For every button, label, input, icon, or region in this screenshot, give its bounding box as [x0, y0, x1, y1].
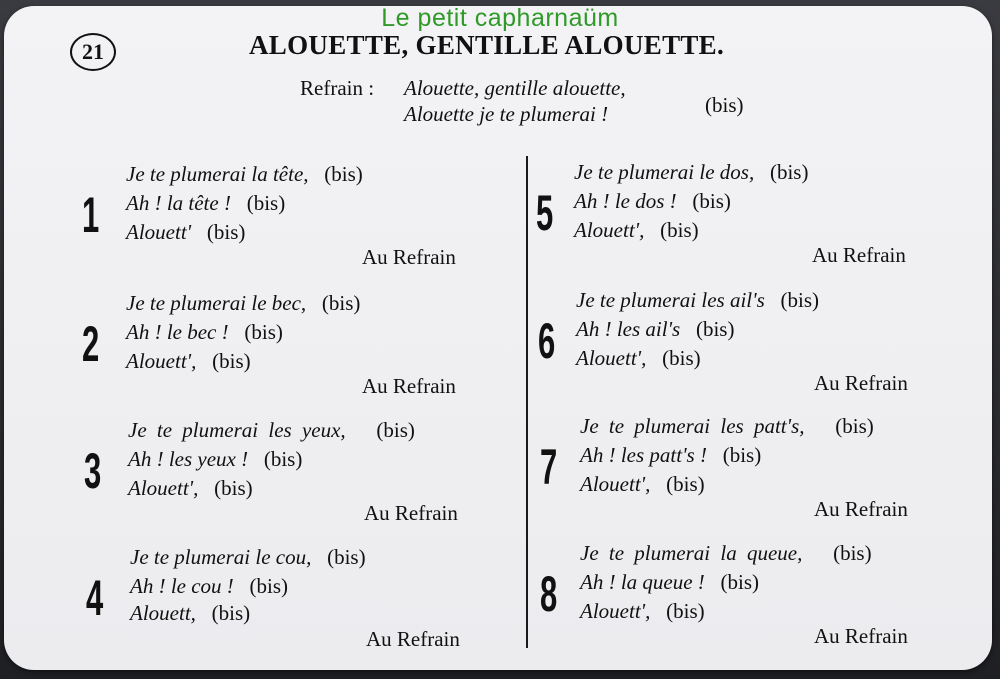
verse-line-text: Alouett',: [580, 599, 651, 623]
verse-line-text: Alouett',: [126, 349, 197, 373]
verse-line-text: Alouett',: [580, 472, 651, 496]
bis-marker: (bis): [660, 218, 699, 242]
bis-marker: (bis): [246, 191, 286, 215]
bis-marker: (bis): [692, 189, 731, 213]
bis-marker: (bis): [214, 476, 253, 500]
verse-line-1: [126, 291, 360, 316]
verse-line-1: [574, 160, 808, 185]
verse-number: 2: [82, 316, 100, 372]
verse-line-text: Ah ! la queue !: [580, 570, 705, 594]
refrain-label: Refrain :: [300, 76, 375, 100]
bis-marker: (bis): [376, 418, 415, 442]
verse-line-text: Je te plumerai le cou,: [130, 545, 312, 569]
verse-number: 7: [540, 439, 558, 495]
verse-line-3: [576, 346, 701, 371]
verse-line-text: Alouett',: [128, 476, 199, 500]
verse-line-1: [130, 545, 366, 570]
verse-line-3: [126, 220, 245, 245]
verse-line-text: Alouett': [126, 220, 192, 244]
verse-line-1: [580, 414, 874, 439]
au-refrain: Au Refrain: [364, 501, 458, 525]
verse-line-text: Je te plumerai les yeux,: [128, 418, 346, 442]
bis-marker: (bis): [321, 291, 361, 315]
song-card: [4, 6, 992, 670]
refrain-line-2: Alouette je te plumerai !: [404, 102, 609, 126]
verse-line-2: [576, 317, 734, 342]
verse-line-2: [574, 189, 731, 214]
bis-marker: (bis): [324, 162, 363, 186]
verse-line-2: [126, 320, 283, 345]
verse-line-text: Ah ! le bec !: [126, 320, 229, 344]
bis-marker: (bis): [720, 570, 760, 594]
verse-line-3: [130, 601, 250, 626]
refrain-line-1: Alouette, gentille alouette,: [404, 76, 626, 100]
verse-line-2: [130, 574, 288, 599]
verse-line-1: [580, 541, 872, 566]
au-refrain: Au Refrain: [366, 627, 460, 651]
au-refrain: Au Refrain: [814, 371, 908, 395]
bis-marker: (bis): [211, 601, 251, 625]
bis-marker: (bis): [662, 346, 701, 370]
verse-line-text: Alouett',: [574, 218, 645, 242]
verse-line-3: [128, 476, 253, 501]
verse-line-text: Je te plumerai la queue,: [580, 541, 803, 565]
verse-line-text: Ah ! le cou !: [130, 574, 234, 598]
verse-line-text: Je te plumerai les ail's: [576, 288, 765, 312]
verse-line-1: [576, 288, 819, 313]
au-refrain: Au Refrain: [814, 624, 908, 648]
verse-line-2: [580, 443, 761, 468]
verse-line-text: Ah ! la tête !: [126, 191, 231, 215]
bis-marker: (bis): [722, 443, 762, 467]
verse-number: 5: [536, 185, 554, 241]
bis-marker: (bis): [249, 574, 289, 598]
song-title: ALOUETTE, GENTILLE ALOUETTE.: [249, 30, 725, 60]
verse-line-text: Ah ! les ail's: [576, 317, 681, 341]
bis-marker: (bis): [206, 220, 246, 244]
au-refrain: Au Refrain: [812, 243, 906, 267]
verse-line-2: [126, 191, 285, 216]
bis-marker: (bis): [666, 599, 705, 623]
bis-marker: (bis): [695, 317, 735, 341]
verse-number: 6: [538, 313, 556, 369]
song-number-badge: 21: [70, 33, 116, 71]
bis-marker: (bis): [263, 447, 303, 471]
verse-line-text: Ah ! les yeux !: [128, 447, 249, 471]
column-divider: [526, 156, 528, 648]
verse-line-3: [580, 472, 705, 497]
verse-line-text: Ah ! les patt's !: [580, 443, 707, 467]
bis-marker: (bis): [327, 545, 366, 569]
verse-line-text: Je te plumerai la tête,: [126, 162, 309, 186]
bis-marker: (bis): [244, 320, 283, 344]
verse-line-3: [126, 349, 251, 374]
verse-line-3: [580, 599, 705, 624]
bis-marker: (bis): [666, 472, 705, 496]
verse-number: 1: [82, 187, 100, 243]
watermark-text: Le petit capharnaüm: [381, 4, 619, 32]
verse-line-2: [128, 447, 302, 472]
verse-line-text: Je te plumerai le bec,: [126, 291, 307, 315]
bis-marker: (bis): [780, 288, 820, 312]
verse-line-text: Alouett,: [130, 601, 196, 625]
verse-line-text: Je te plumerai les patt's,: [580, 414, 805, 438]
verse-line-3: [574, 218, 699, 243]
refrain-bis: (bis): [705, 93, 744, 117]
verse-line-text: Alouett',: [576, 346, 647, 370]
verse-number: 4: [86, 570, 104, 626]
bis-marker: (bis): [769, 160, 809, 184]
bis-marker: (bis): [835, 414, 874, 438]
verse-line-1: [128, 418, 415, 443]
bis-marker: (bis): [833, 541, 872, 565]
verse-line-text: Je te plumerai le dos,: [574, 160, 755, 184]
au-refrain: Au Refrain: [362, 374, 456, 398]
au-refrain: Au Refrain: [362, 245, 456, 269]
verse-line-text: Ah ! le dos !: [574, 189, 677, 213]
verse-line-2: [580, 570, 759, 595]
bis-marker: (bis): [212, 349, 251, 373]
verse-number: 3: [84, 443, 102, 499]
au-refrain: Au Refrain: [814, 497, 908, 521]
verse-line-1: [126, 162, 363, 187]
verse-number: 8: [540, 566, 558, 622]
